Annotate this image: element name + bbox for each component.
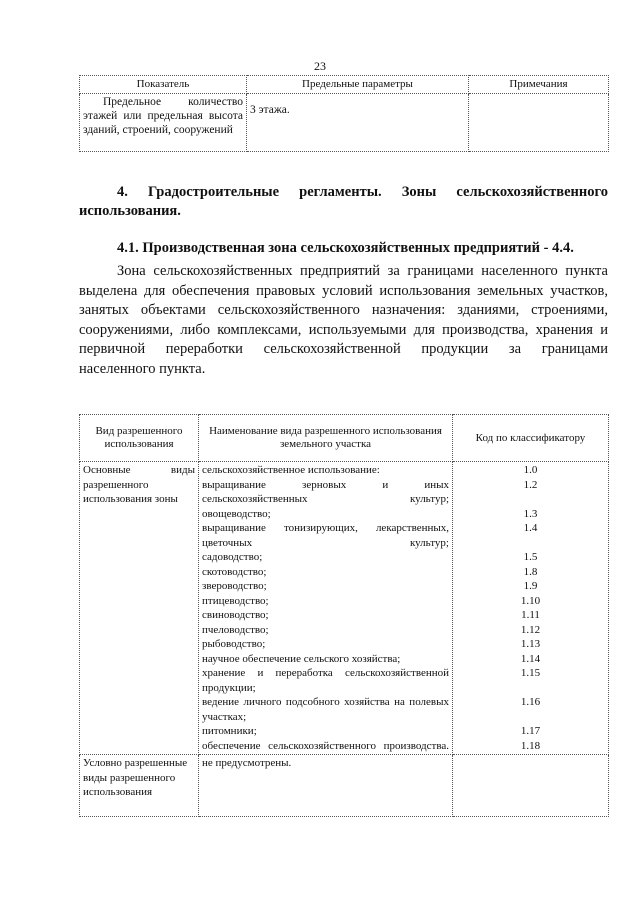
params-cell: 3 этажа. — [247, 94, 469, 152]
code-value: 1.13 — [520, 638, 541, 650]
permitted-use-table — [79, 414, 609, 817]
list-item: выращивание тонизирующих, лекарственных, цветочных культур; — [202, 522, 449, 549]
list-item: овощеводство; — [202, 507, 271, 520]
column-header: Наименование вида разрешенного использования земельного участка — [199, 415, 453, 462]
use-names-cell: не предусмотрены. — [199, 755, 453, 817]
list-item: садоводство; — [202, 551, 263, 563]
code-value: 1.18 — [520, 739, 541, 752]
column-header: Примечания — [469, 76, 609, 94]
list-item: ведение личного подсобного хозяйства на полевых участках; — [202, 696, 449, 723]
code-value: 1.11 — [521, 609, 540, 621]
use-type-cell: Условно разрешенные виды разрешенного использования — [80, 755, 199, 817]
list-item: пчеловодство; — [202, 623, 269, 636]
column-header: Предельные параметры — [247, 76, 469, 94]
code-value: 1.16 — [520, 696, 541, 708]
code-value: 1.12 — [520, 623, 541, 636]
list-item: скотоводство; — [202, 565, 267, 578]
table-row — [80, 462, 609, 755]
paragraph-text: Зона сельскохозяйственных предприятий за границами населенного пункта выделена для обеспечения правовых условий использования земельных участков, занятых объектами сельскохозяйственного назначения: зданиями, строениями, сооружениями, либо комплексами, используемыми для производства, хранения и первичной переработки сельскохозяйственной продукции за границами — [79, 263, 608, 358]
code-value: 1.14 — [520, 652, 541, 665]
column-header: Код по классификатору — [453, 415, 609, 462]
indicator-cell: Предельное количество этажей или предельная высота зданий, строений, сооружений — [80, 94, 247, 152]
code-value: 1.5 — [523, 551, 538, 563]
list-item: свиноводство; — [202, 609, 269, 621]
codes-cell — [453, 462, 609, 755]
table-row — [80, 94, 609, 152]
table-header-row — [80, 415, 609, 462]
column-header: Вид разрешенного использования — [80, 415, 199, 462]
limits-table — [79, 75, 609, 152]
list-item: хранение и переработка сельскохозяйственной продукции; — [202, 667, 449, 694]
use-names-cell — [199, 462, 453, 755]
page-number: 23 — [314, 59, 326, 73]
list-item: звероводство; — [202, 580, 267, 592]
list-item: птицеводство; — [202, 594, 269, 607]
list-item: обеспечение сельскохозяйственного производства. — [202, 739, 449, 752]
list-item: выращивание зерновых и иных сельскохозяйственных культур; — [202, 478, 449, 505]
code-value: 1.3 — [523, 507, 538, 520]
table-header-row — [80, 76, 609, 94]
code-value: 1.4 — [523, 522, 538, 534]
list-item: научное обеспечение сельского хозяйства; — [202, 652, 401, 665]
paragraph-last-line: населенного пункта. — [79, 360, 206, 377]
codes-cell — [453, 755, 609, 817]
table-row — [80, 755, 609, 817]
code-value: 1.0 — [523, 464, 538, 476]
code-value: 1.2 — [523, 478, 538, 491]
code-value: 1.15 — [520, 667, 541, 679]
zone-description — [79, 262, 608, 380]
code-value: 1.17 — [520, 725, 541, 737]
subsection-heading: 4.1. Производственная зона сельскохозяйственных предприятий - 4.4. — [117, 240, 574, 256]
notes-cell — [469, 94, 609, 152]
use-type-cell: Основные виды разрешенного использования зоны — [80, 462, 199, 755]
list-item: сельскохозяйственное использование: — [202, 464, 380, 476]
list-item: рыбоводство; — [202, 638, 266, 650]
code-value: 1.9 — [523, 580, 538, 592]
code-value: 1.8 — [523, 565, 538, 578]
list-item: питомники; — [202, 725, 257, 737]
code-value: 1.10 — [520, 594, 541, 607]
section-heading: 4. Градостроительные регламенты. Зоны сельскохозяйственного использования. — [79, 184, 608, 219]
column-header: Показатель — [80, 76, 247, 94]
